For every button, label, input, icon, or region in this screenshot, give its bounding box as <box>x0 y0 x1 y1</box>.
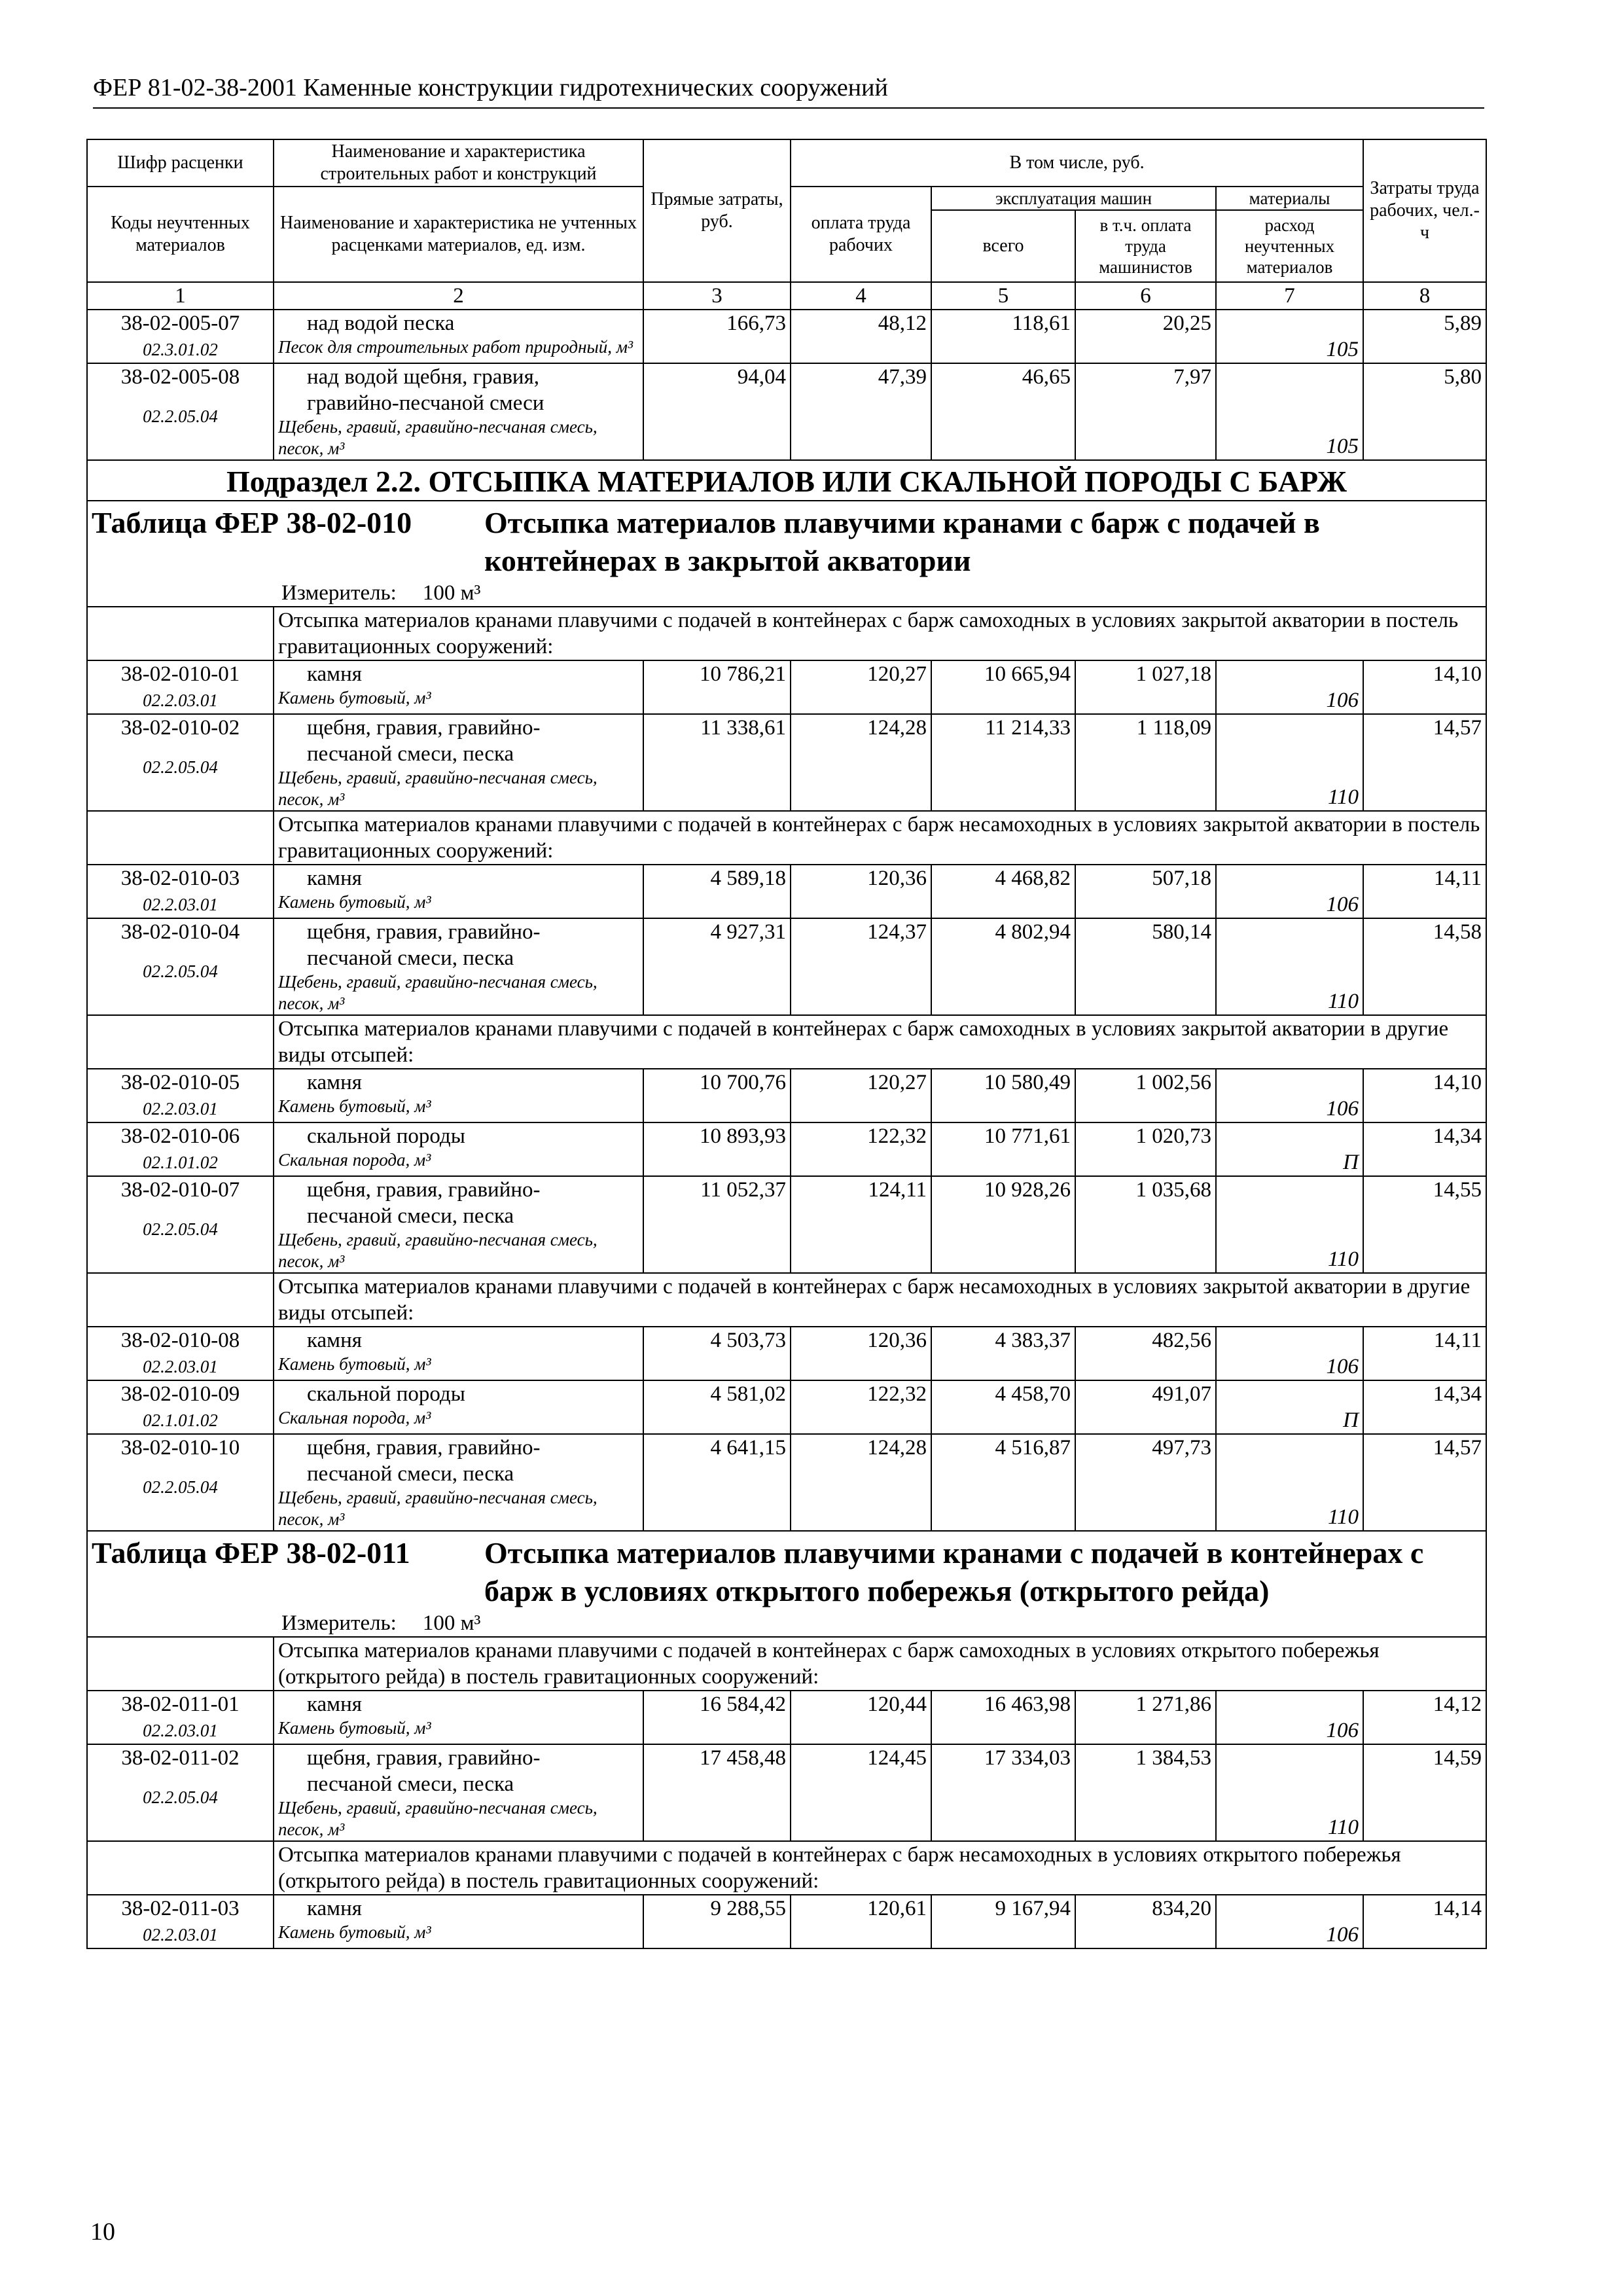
table-label: Таблица ФЕР 38-02-010 <box>92 506 412 539</box>
labor-pay: 124,37 <box>791 918 931 1015</box>
rate-code: 38-02-010-09 <box>120 1382 240 1406</box>
material-name: Щебень, гравий, гравийно-песчаная смесь, песок, м³ <box>278 768 597 809</box>
material-name: Щебень, гравий, гравийно-песчаная смесь, песок, м³ <box>278 972 597 1013</box>
machinists-pay: 7,97 <box>1075 363 1216 460</box>
labor-pay: 122,32 <box>791 1380 931 1434</box>
rate-name: камня <box>307 1693 362 1716</box>
labor-hours: 14,11 <box>1363 1327 1486 1380</box>
rate-name: скальной породы <box>307 1124 465 1148</box>
header-code: Шифр расценки <box>87 139 274 187</box>
rate-name: камня <box>307 867 362 890</box>
rate-name-cell <box>274 1069 643 1122</box>
material-use: 110 <box>1216 714 1363 811</box>
rate-name-cell <box>274 363 643 460</box>
rate-name: камня <box>307 662 362 686</box>
labor-hours: 14,14 <box>1363 1895 1486 1948</box>
machines-total: 4 802,94 <box>931 918 1075 1015</box>
direct-cost: 4 581,02 <box>643 1380 791 1434</box>
material-use: 110 <box>1216 1176 1363 1273</box>
labor-hours: 5,89 <box>1363 310 1486 363</box>
group-description: Отсыпка материалов кранами плавучими с подачей в контейнерах с барж самоходных в условиях закрытой акватории в другие виды отсыпей: <box>274 1015 1486 1069</box>
rate-code: 38-02-010-08 <box>120 1329 240 1352</box>
table-label: Таблица ФЕР 38-02-011 <box>92 1536 410 1570</box>
header-name: Наименование и характеристика строительных работ и конструкций <box>274 139 643 187</box>
machinists-pay: 507,18 <box>1075 865 1216 918</box>
material-use: 110 <box>1216 1744 1363 1841</box>
page-number: 10 <box>90 2218 115 2246</box>
rate-code-cell <box>87 1176 274 1273</box>
material-name: Щебень, гравий, гравийно-песчаная смесь, песок, м³ <box>278 1230 597 1271</box>
rate-name-continued: песчаной смеси, песка <box>307 1204 514 1228</box>
material-code: 02.2.05.04 <box>143 1787 218 1807</box>
rate-name-cell <box>274 1122 643 1176</box>
meter-value: 100 м³ <box>422 1611 481 1635</box>
rate-code-cell <box>87 1691 274 1744</box>
rate-name: камня <box>307 1897 362 1920</box>
rate-row <box>87 865 1486 918</box>
rate-name-cell <box>274 1380 643 1434</box>
subsection-heading <box>87 460 1486 501</box>
rate-row <box>87 1895 1486 1948</box>
group-spacer <box>87 811 274 865</box>
direct-cost: 11 338,61 <box>643 714 791 811</box>
header-mat-use: расход неучтенных материалов <box>1216 210 1363 282</box>
machines-total: 17 334,03 <box>931 1744 1075 1841</box>
rate-row <box>87 1434 1486 1531</box>
rate-code: 38-02-005-07 <box>120 312 240 335</box>
rate-name2-gap <box>92 945 269 958</box>
rates-table <box>86 139 1487 1949</box>
material-code: 02.1.01.02 <box>143 1410 218 1430</box>
rate-name: камня <box>307 1071 362 1094</box>
rate-row <box>87 1380 1486 1434</box>
top-rows <box>87 310 1486 460</box>
labor-pay: 120,36 <box>791 1327 931 1380</box>
col-number: 5 <box>931 282 1075 310</box>
material-name: Песок для строительных работ природный, м³ <box>278 337 633 357</box>
material-code: 02.2.05.04 <box>143 406 218 426</box>
rate-name-cell <box>274 918 643 1015</box>
labor-hours: 14,59 <box>1363 1744 1486 1841</box>
labor-pay: 120,61 <box>791 1895 931 1948</box>
col-number: 4 <box>791 282 931 310</box>
table-title-cell <box>87 1531 1486 1637</box>
machines-total: 11 214,33 <box>931 714 1075 811</box>
rate-code-cell <box>87 1895 274 1948</box>
group-spacer <box>87 1841 274 1895</box>
col-number: 7 <box>1216 282 1363 310</box>
rate-code: 38-02-010-03 <box>120 867 240 890</box>
rate-code-cell <box>87 714 274 811</box>
labor-pay: 47,39 <box>791 363 931 460</box>
material-name: Камень бутовый, м³ <box>278 1718 431 1738</box>
rate-code-cell <box>87 1744 274 1841</box>
labor-hours: 14,57 <box>1363 714 1486 811</box>
rate-name-cell <box>274 1327 643 1380</box>
material-name: Скальная порода, м³ <box>278 1150 431 1170</box>
machinists-pay: 1 384,53 <box>1075 1744 1216 1841</box>
header-machines: эксплуатация машин <box>931 187 1216 210</box>
material-code: 02.2.03.01 <box>143 1357 218 1376</box>
rate-row <box>87 1327 1486 1380</box>
group-description: Отсыпка материалов кранами плавучими с подачей в контейнерах с барж несамоходных в условиях закрытой акватории в постель гравитационных сооружений: <box>274 811 1486 865</box>
rate-name-continued: песчаной смеси, песка <box>307 1772 514 1796</box>
labor-hours: 14,11 <box>1363 865 1486 918</box>
material-name: Щебень, гравий, гравийно-песчаная смесь, песок, м³ <box>278 417 597 458</box>
material-use: 106 <box>1216 865 1363 918</box>
col-number: 1 <box>87 282 274 310</box>
rate-row <box>87 660 1486 714</box>
material-use: 106 <box>1216 1895 1363 1948</box>
rate-name-cell <box>274 1176 643 1273</box>
direct-cost: 11 052,37 <box>643 1176 791 1273</box>
labor-pay: 120,27 <box>791 1069 931 1122</box>
table-title: Отсыпка материалов плавучими кранами с барж с подачей в контейнерах в закрытой акватории <box>484 506 1320 577</box>
rate-name-cell <box>274 1895 643 1948</box>
material-name: Камень бутовый, м³ <box>278 1354 431 1374</box>
rate-row <box>87 1744 1486 1841</box>
labor-hours: 14,58 <box>1363 918 1486 1015</box>
header-labor-cost: оплата труда рабочих <box>791 187 931 282</box>
table-title-row <box>87 501 1486 607</box>
direct-cost: 10 893,93 <box>643 1122 791 1176</box>
machinists-pay: 1 271,86 <box>1075 1691 1216 1744</box>
material-code: 02.1.01.02 <box>143 1153 218 1172</box>
rate-name-continued: песчаной смеси, песка <box>307 1462 514 1486</box>
rate-code-cell <box>87 1327 274 1380</box>
material-code: 02.2.03.01 <box>143 895 218 914</box>
rate-name2-gap <box>92 1771 269 1784</box>
labor-pay: 124,11 <box>791 1176 931 1273</box>
material-name: Камень бутовый, м³ <box>278 892 431 912</box>
material-use: 110 <box>1216 918 1363 1015</box>
rate-code: 38-02-011-01 <box>121 1693 240 1716</box>
machines-total: 10 928,26 <box>931 1176 1075 1273</box>
labor-hours: 14,57 <box>1363 1434 1486 1531</box>
rate-code: 38-02-010-06 <box>120 1124 240 1148</box>
machinists-pay: 1 020,73 <box>1075 1122 1216 1176</box>
material-use: 106 <box>1216 1691 1363 1744</box>
rate-code: 38-02-010-04 <box>120 920 240 944</box>
running-header: ФЕР 81-02-38-2001 Каменные конструкции гидротехнических сооружений <box>93 73 1484 109</box>
direct-cost: 10 700,76 <box>643 1069 791 1122</box>
rate-code-cell <box>87 918 274 1015</box>
meter-line <box>92 1610 1482 1636</box>
machinists-pay: 834,20 <box>1075 1895 1216 1948</box>
machines-total: 4 468,82 <box>931 865 1075 918</box>
labor-pay: 120,44 <box>791 1691 931 1744</box>
machines-total: 118,61 <box>931 310 1075 363</box>
direct-cost: 166,73 <box>643 310 791 363</box>
rate-row <box>87 714 1486 811</box>
col-number: 3 <box>643 282 791 310</box>
machinists-pay: 497,73 <box>1075 1434 1216 1531</box>
table-010 <box>87 501 1486 1531</box>
table-011 <box>87 1531 1486 1948</box>
rate-code: 38-02-005-08 <box>120 365 240 389</box>
material-code: 02.2.05.04 <box>143 1219 218 1239</box>
material-name: Щебень, гравий, гравийно-песчаная смесь, песок, м³ <box>278 1798 597 1839</box>
rate-name-cell <box>274 714 643 811</box>
table-title-row <box>87 1531 1486 1637</box>
material-code: 02.2.03.01 <box>143 1099 218 1119</box>
material-name: Камень бутовый, м³ <box>278 1922 431 1942</box>
direct-cost: 94,04 <box>643 363 791 460</box>
labor-hours: 5,80 <box>1363 363 1486 460</box>
material-code: 02.2.05.04 <box>143 961 218 981</box>
machines-total: 9 167,94 <box>931 1895 1075 1948</box>
group-row <box>87 1841 1486 1895</box>
machines-total: 46,65 <box>931 363 1075 460</box>
group-spacer <box>87 607 274 660</box>
rate-name-cell <box>274 310 643 363</box>
direct-cost: 9 288,55 <box>643 1895 791 1948</box>
material-use: 106 <box>1216 660 1363 714</box>
rate-code: 38-02-011-03 <box>121 1897 240 1920</box>
machinists-pay: 1 027,18 <box>1075 660 1216 714</box>
header-mach-total: всего <box>931 210 1075 282</box>
rate-name: щебня, гравия, гравийно- <box>307 1746 541 1770</box>
group-description: Отсыпка материалов кранами плавучими с подачей в контейнерах с барж самоходных в условиях открытого побережья (открытого рейда) в постель гравитационных сооружений: <box>274 1637 1486 1691</box>
material-code: 02.2.03.01 <box>143 691 218 710</box>
meter-label: Измеритель: <box>281 1611 397 1635</box>
col-number: 2 <box>274 282 643 310</box>
material-name: Камень бутовый, м³ <box>278 1096 431 1116</box>
group-row <box>87 1273 1486 1327</box>
header-mat-names: Наименование и характеристика не учтенных расценками материалов, ед. изм. <box>274 187 643 282</box>
rate-name-continued: гравийно-песчаной смеси <box>307 391 544 415</box>
rate-code: 38-02-010-05 <box>120 1071 240 1094</box>
rate-name: щебня, гравия, гравийно- <box>307 716 541 740</box>
machinists-pay: 1 118,09 <box>1075 714 1216 811</box>
header-labor: Затраты труда рабочих, чел.-ч <box>1363 139 1486 282</box>
col-number: 8 <box>1363 282 1486 310</box>
labor-pay: 124,28 <box>791 714 931 811</box>
material-use: 105 <box>1216 363 1363 460</box>
rate-code-cell <box>87 865 274 918</box>
col-number: 6 <box>1075 282 1216 310</box>
machinists-pay: 1 035,68 <box>1075 1176 1216 1273</box>
rate-row <box>87 1069 1486 1122</box>
rate-name: над водой песка <box>307 312 455 335</box>
rate-row <box>87 1176 1486 1273</box>
labor-pay: 124,45 <box>791 1744 931 1841</box>
labor-pay: 120,36 <box>791 865 931 918</box>
rate-code-cell <box>87 310 274 363</box>
rate-name-continued: песчаной смеси, песка <box>307 946 514 970</box>
rate-name2-gap <box>92 1203 269 1216</box>
labor-hours: 14,12 <box>1363 1691 1486 1744</box>
direct-cost: 4 503,73 <box>643 1327 791 1380</box>
labor-pay: 122,32 <box>791 1122 931 1176</box>
group-description: Отсыпка материалов кранами плавучими с подачей в контейнерах с барж несамоходных в условиях закрытой акватории в другие виды отсыпей: <box>274 1273 1486 1327</box>
labor-hours: 14,34 <box>1363 1380 1486 1434</box>
group-row <box>87 811 1486 865</box>
rate-name2-gap <box>92 1461 269 1474</box>
machinists-pay: 491,07 <box>1075 1380 1216 1434</box>
meter-line <box>92 580 1482 606</box>
machines-total: 16 463,98 <box>931 1691 1075 1744</box>
material-code: 02.2.03.01 <box>143 1721 218 1740</box>
meter-value: 100 м³ <box>422 581 481 605</box>
rate-name-cell <box>274 660 643 714</box>
machinists-pay: 482,56 <box>1075 1327 1216 1380</box>
rate-row <box>87 1691 1486 1744</box>
meter-label: Измеритель: <box>281 581 397 605</box>
direct-cost: 17 458,48 <box>643 1744 791 1841</box>
rate-code-cell <box>87 1380 274 1434</box>
group-spacer <box>87 1273 274 1327</box>
material-use: 110 <box>1216 1434 1363 1531</box>
rate-code-cell <box>87 363 274 460</box>
rate-name: щебня, гравия, гравийно- <box>307 1436 541 1460</box>
labor-pay: 120,27 <box>791 660 931 714</box>
machines-total: 10 665,94 <box>931 660 1075 714</box>
machines-total: 4 516,87 <box>931 1434 1075 1531</box>
group-row <box>87 607 1486 660</box>
rate-name-cell <box>274 1744 643 1841</box>
machinists-pay: 580,14 <box>1075 918 1216 1015</box>
header-incl: В том числе, руб. <box>791 139 1363 187</box>
direct-cost: 10 786,21 <box>643 660 791 714</box>
material-use: 106 <box>1216 1327 1363 1380</box>
rate-name-cell <box>274 1434 643 1531</box>
rate-row <box>87 1122 1486 1176</box>
rate-name: щебня, гравия, гравийно- <box>307 1178 541 1202</box>
rate-code: 38-02-010-10 <box>120 1436 240 1460</box>
rate-name: щебня, гравия, гравийно- <box>307 920 541 944</box>
group-spacer <box>87 1637 274 1691</box>
rate-row <box>87 363 1486 460</box>
material-name: Щебень, гравий, гравийно-песчаная смесь, песок, м³ <box>278 1488 597 1529</box>
rate-code-cell <box>87 1122 274 1176</box>
direct-cost: 16 584,42 <box>643 1691 791 1744</box>
header-mat-codes: Коды неучтенных материалов <box>87 187 274 282</box>
machines-total: 4 383,37 <box>931 1327 1075 1380</box>
table-header <box>87 139 1486 310</box>
rate-name: скальной породы <box>307 1382 465 1406</box>
rate-code-cell <box>87 1434 274 1531</box>
labor-hours: 14,55 <box>1363 1176 1486 1273</box>
rate-code: 38-02-010-07 <box>120 1178 240 1202</box>
column-numbers-row <box>87 282 1486 310</box>
material-code: 02.2.05.04 <box>143 757 218 777</box>
group-description: Отсыпка материалов кранами плавучими с подачей в контейнерах с барж несамоходных в условиях открытого побережья (открытого рейда) в постель гравитационных сооружений: <box>274 1841 1486 1895</box>
header-mach-labor: в т.ч. оплата труда машинистов <box>1075 210 1216 282</box>
rate-name: над водой щебня, гравия, <box>307 365 539 389</box>
material-name: Камень бутовый, м³ <box>278 688 431 708</box>
group-description: Отсыпка материалов кранами плавучими с подачей в контейнерах с барж самоходных в условиях закрытой акватории в постель гравитационных сооружений: <box>274 607 1486 660</box>
rate-code: 38-02-010-02 <box>120 716 240 740</box>
subsection-title: Подраздел 2.2. ОТСЫПКА МАТЕРИАЛОВ ИЛИ СКАЛЬНОЙ ПОРОДЫ С БАРЖ <box>87 460 1486 501</box>
labor-pay: 48,12 <box>791 310 931 363</box>
machinists-pay: 1 002,56 <box>1075 1069 1216 1122</box>
table-title-cell <box>87 501 1486 607</box>
rate-name: камня <box>307 1329 362 1352</box>
rate-row <box>87 918 1486 1015</box>
labor-pay: 124,28 <box>791 1434 931 1531</box>
direct-cost: 4 927,31 <box>643 918 791 1015</box>
direct-cost: 4 589,18 <box>643 865 791 918</box>
table-title: Отсыпка материалов плавучими кранами с подачей в контейнерах с барж в условиях открытого побережья (открытого рейда) <box>484 1536 1424 1607</box>
machines-total: 4 458,70 <box>931 1380 1075 1434</box>
machines-total: 10 771,61 <box>931 1122 1075 1176</box>
header-materials: материалы <box>1216 187 1363 210</box>
rate-code: 38-02-011-02 <box>121 1746 240 1770</box>
material-code: 02.2.03.01 <box>143 1925 218 1945</box>
rate-name2-gap <box>92 741 269 754</box>
rate-name2-gap <box>92 390 269 403</box>
labor-hours: 14,10 <box>1363 1069 1486 1122</box>
rate-row <box>87 310 1486 363</box>
rate-name-cell <box>274 1691 643 1744</box>
rate-name-continued: песчаной смеси, песка <box>307 742 514 766</box>
machines-total: 10 580,49 <box>931 1069 1075 1122</box>
material-name: Скальная порода, м³ <box>278 1408 431 1427</box>
rate-code-cell <box>87 1069 274 1122</box>
group-row <box>87 1015 1486 1069</box>
labor-hours: 14,10 <box>1363 660 1486 714</box>
rate-code: 38-02-010-01 <box>120 662 240 686</box>
group-spacer <box>87 1015 274 1069</box>
material-code: 02.3.01.02 <box>143 340 218 359</box>
rate-code-cell <box>87 660 274 714</box>
material-use: П <box>1216 1122 1363 1176</box>
direct-cost: 4 641,15 <box>643 1434 791 1531</box>
rate-name-cell <box>274 865 643 918</box>
material-code: 02.2.05.04 <box>143 1477 218 1497</box>
group-row <box>87 1637 1486 1691</box>
material-use: 105 <box>1216 310 1363 363</box>
labor-hours: 14,34 <box>1363 1122 1486 1176</box>
material-use: П <box>1216 1380 1363 1434</box>
header-direct: Прямые затраты, руб. <box>643 139 791 282</box>
machinists-pay: 20,25 <box>1075 310 1216 363</box>
material-use: 106 <box>1216 1069 1363 1122</box>
